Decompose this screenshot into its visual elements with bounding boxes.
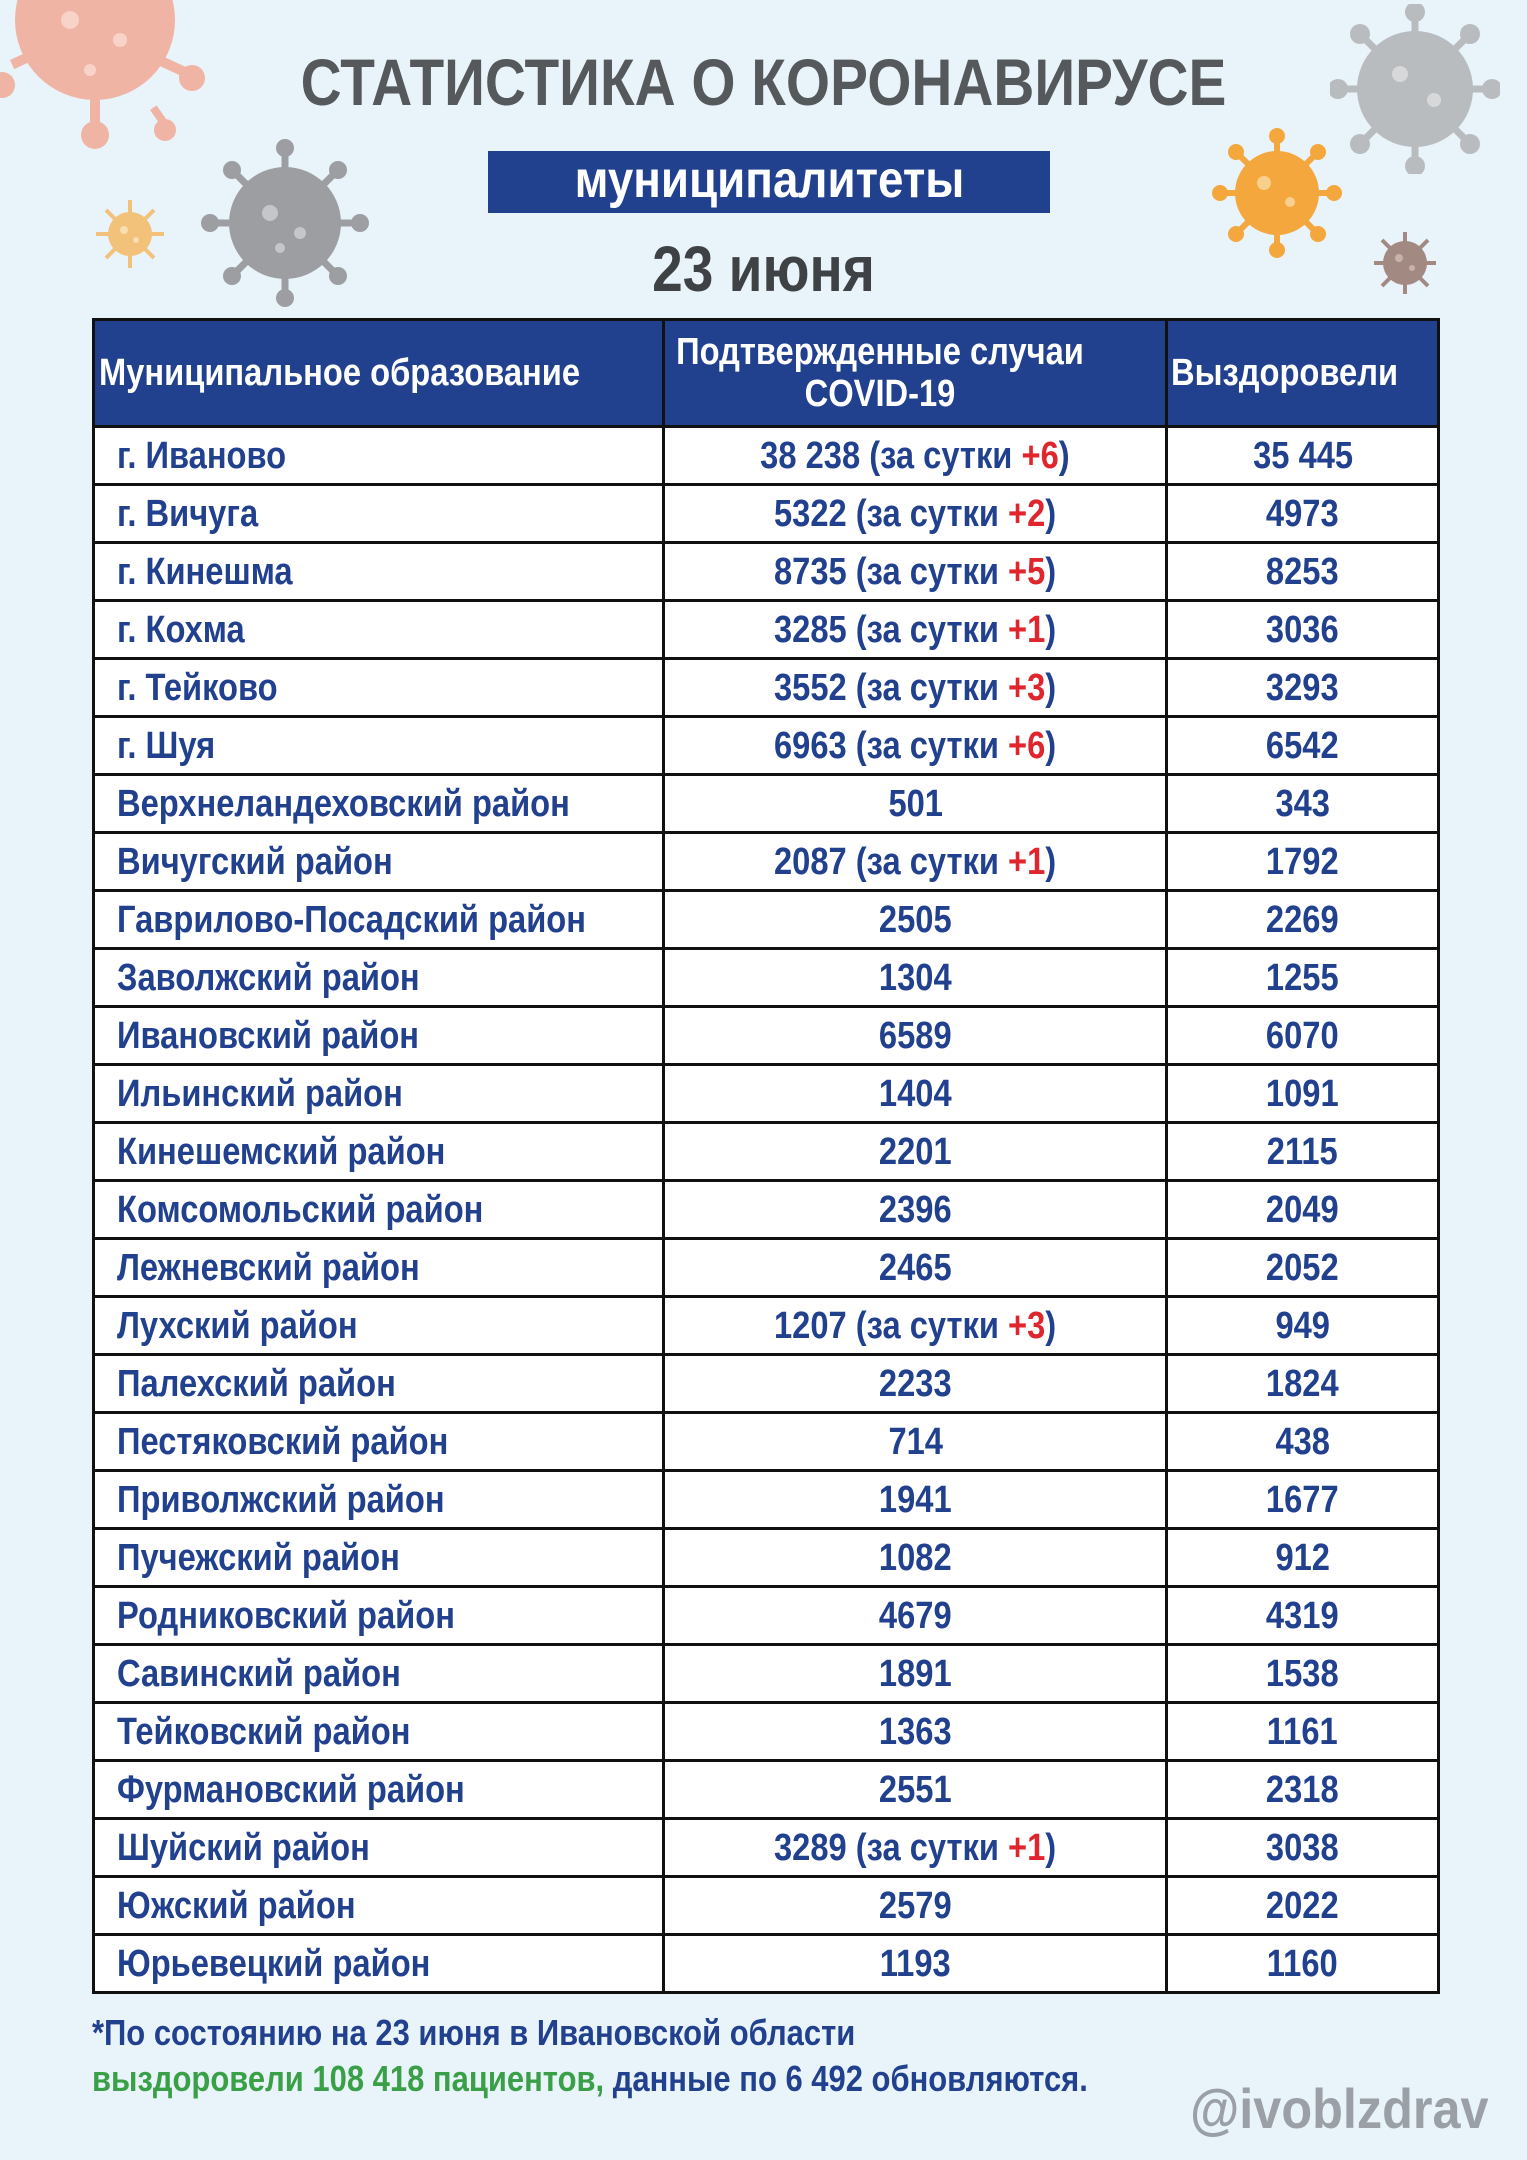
recovered-cell: 4973 [1167,485,1439,543]
recovered-cell: 2318 [1167,1761,1439,1819]
table-row [94,1181,1439,1239]
municipality-cell: Лежневский район [94,1239,664,1297]
municipality-cell: Гаврилово-Посадский район [94,891,664,949]
confirmed-cell: 5322 (за сутки +2) [664,485,1167,543]
table-row [94,1123,1439,1181]
confirmed-cell: 2505 [664,891,1167,949]
confirmed-cell: 2396 [664,1181,1167,1239]
recovered-cell: 1255 [1167,949,1439,1007]
table-row [94,1065,1439,1123]
column-header-recovered: Выздоровели [1167,320,1439,427]
table-row [94,775,1439,833]
table-row [94,1007,1439,1065]
municipality-cell: Савинский район [94,1645,664,1703]
daily-increase: +2 [1008,492,1046,535]
municipality-cell: г. Тейково [94,659,664,717]
confirmed-cell: 1363 [664,1703,1167,1761]
recovered-cell: 3293 [1167,659,1439,717]
column-header-confirmed: Подтвержденные случаи COVID-19 [664,320,1167,427]
confirmed-cell: 1082 [664,1529,1167,1587]
social-handle: @ivoblzdrav [1190,2077,1489,2140]
table-row [94,1587,1439,1645]
municipality-cell: Шуйский район [94,1819,664,1877]
confirmed-cell: 2233 [664,1355,1167,1413]
daily-increase: +1 [1008,1826,1046,1869]
daily-increase: +5 [1008,550,1046,593]
recovered-cell: 2022 [1167,1877,1439,1935]
municipal-stats-table [92,318,1440,1994]
subtitle-text: муниципалитеты [574,151,964,209]
confirmed-cell: 38 238 (за сутки +6) [664,427,1167,485]
confirmed-cell: 2087 (за сутки +1) [664,833,1167,891]
recovered-cell: 1161 [1167,1703,1439,1761]
subtitle-banner [488,151,1050,213]
footnote-line-2 [92,2058,1250,2100]
daily-increase: +1 [1008,608,1046,651]
table-row [94,833,1439,891]
column-header-municipality: Муниципальное образование [94,320,664,427]
table-row [94,1413,1439,1471]
table-row [94,485,1439,543]
confirmed-cell: 3552 (за сутки +3) [664,659,1167,717]
daily-increase: +1 [1008,840,1046,883]
table-row [94,1239,1439,1297]
municipality-cell: Юрьевецкий район [94,1935,664,1993]
recovered-cell: 438 [1167,1413,1439,1471]
municipality-cell: Палехский район [94,1355,664,1413]
recovered-cell: 35 445 [1167,427,1439,485]
municipality-cell: Верхнеландеховский район [94,775,664,833]
daily-increase: +6 [1008,724,1046,767]
municipality-cell: Кинешемский район [94,1123,664,1181]
municipality-cell: Лухский район [94,1297,664,1355]
municipality-cell: г. Иваново [94,427,664,485]
table-row [94,601,1439,659]
recovered-cell: 6542 [1167,717,1439,775]
municipality-cell: Комсомольский район [94,1181,664,1239]
recovered-cell: 949 [1167,1297,1439,1355]
confirmed-cell: 2465 [664,1239,1167,1297]
confirmed-cell: 6963 (за сутки +6) [664,717,1167,775]
confirmed-cell: 1404 [664,1065,1167,1123]
municipality-cell: г. Вичуга [94,485,664,543]
municipality-cell: г. Кохма [94,601,664,659]
recovered-cell: 2115 [1167,1123,1439,1181]
table-row [94,891,1439,949]
recovered-cell: 1824 [1167,1355,1439,1413]
recovered-cell: 8253 [1167,543,1439,601]
municipality-cell: Заволжский район [94,949,664,1007]
footnote-recovered-total: выздоровели 108 418 пациентов, [92,2058,605,2099]
daily-increase: +3 [1008,666,1046,709]
recovered-cell: 3036 [1167,601,1439,659]
recovered-cell: 1677 [1167,1471,1439,1529]
recovered-cell: 2052 [1167,1239,1439,1297]
municipality-cell: Фурмановский район [94,1761,664,1819]
table-row [94,1935,1439,1993]
recovered-cell: 343 [1167,775,1439,833]
confirmed-cell: 3285 (за сутки +1) [664,601,1167,659]
table-row [94,659,1439,717]
municipality-cell: Южский район [94,1877,664,1935]
daily-increase: +6 [1021,434,1060,477]
confirmed-cell: 714 [664,1413,1167,1471]
municipality-cell: Пучежский район [94,1529,664,1587]
municipality-cell: Тейковский район [94,1703,664,1761]
recovered-cell: 1792 [1167,833,1439,891]
table-row [94,1529,1439,1587]
confirmed-cell: 1193 [664,1935,1167,1993]
confirmed-cell: 2579 [664,1877,1167,1935]
recovered-cell: 4319 [1167,1587,1439,1645]
table-row [94,1703,1439,1761]
table-row [94,949,1439,1007]
table-row [94,717,1439,775]
recovered-cell: 2269 [1167,891,1439,949]
municipality-cell: Приволжский район [94,1471,664,1529]
confirmed-cell: 8735 (за сутки +5) [664,543,1167,601]
table-header-row [94,320,1439,427]
municipality-cell: Ивановский район [94,1007,664,1065]
table-row [94,1297,1439,1355]
table-row [94,1819,1439,1877]
table-row [94,1645,1439,1703]
report-date-text: 23 июня [652,233,875,305]
confirmed-cell: 501 [664,775,1167,833]
footnote-updating: данные по 6 492 обновляются. [604,2058,1088,2099]
recovered-cell: 1160 [1167,1935,1439,1993]
table-row [94,1355,1439,1413]
table-row [94,1471,1439,1529]
recovered-cell: 1538 [1167,1645,1439,1703]
municipality-cell: Вичугский район [94,833,664,891]
municipality-cell: Ильинский район [94,1065,664,1123]
confirmed-cell: 2201 [664,1123,1167,1181]
confirmed-cell: 1891 [664,1645,1167,1703]
footnote-line-1: *По состоянию на 23 июня в Ивановской области [92,2012,856,2053]
confirmed-cell: 3289 (за сутки +1) [664,1819,1167,1877]
confirmed-cell: 6589 [664,1007,1167,1065]
recovered-cell: 3038 [1167,1819,1439,1877]
confirmed-cell: 1941 [664,1471,1167,1529]
report-date [0,232,1527,306]
municipality-cell: г. Шуя [94,717,664,775]
table-row [94,427,1439,485]
recovered-cell: 1091 [1167,1065,1439,1123]
table-row [94,1877,1439,1935]
recovered-cell: 2049 [1167,1181,1439,1239]
table-row [94,543,1439,601]
recovered-cell: 912 [1167,1529,1439,1587]
municipality-cell: г. Кинешма [94,543,664,601]
confirmed-cell: 2551 [664,1761,1167,1819]
confirmed-cell: 1304 [664,949,1167,1007]
confirmed-cell: 4679 [664,1587,1167,1645]
page-title: СТАТИСТИКА О КОРОНАВИРУСЕ [300,45,1227,119]
recovered-cell: 6070 [1167,1007,1439,1065]
confirmed-cell: 1207 (за сутки +3) [664,1297,1167,1355]
table-row [94,1761,1439,1819]
daily-increase: +3 [1008,1304,1046,1347]
municipality-cell: Родниковский район [94,1587,664,1645]
municipality-cell: Пестяковский район [94,1413,664,1471]
